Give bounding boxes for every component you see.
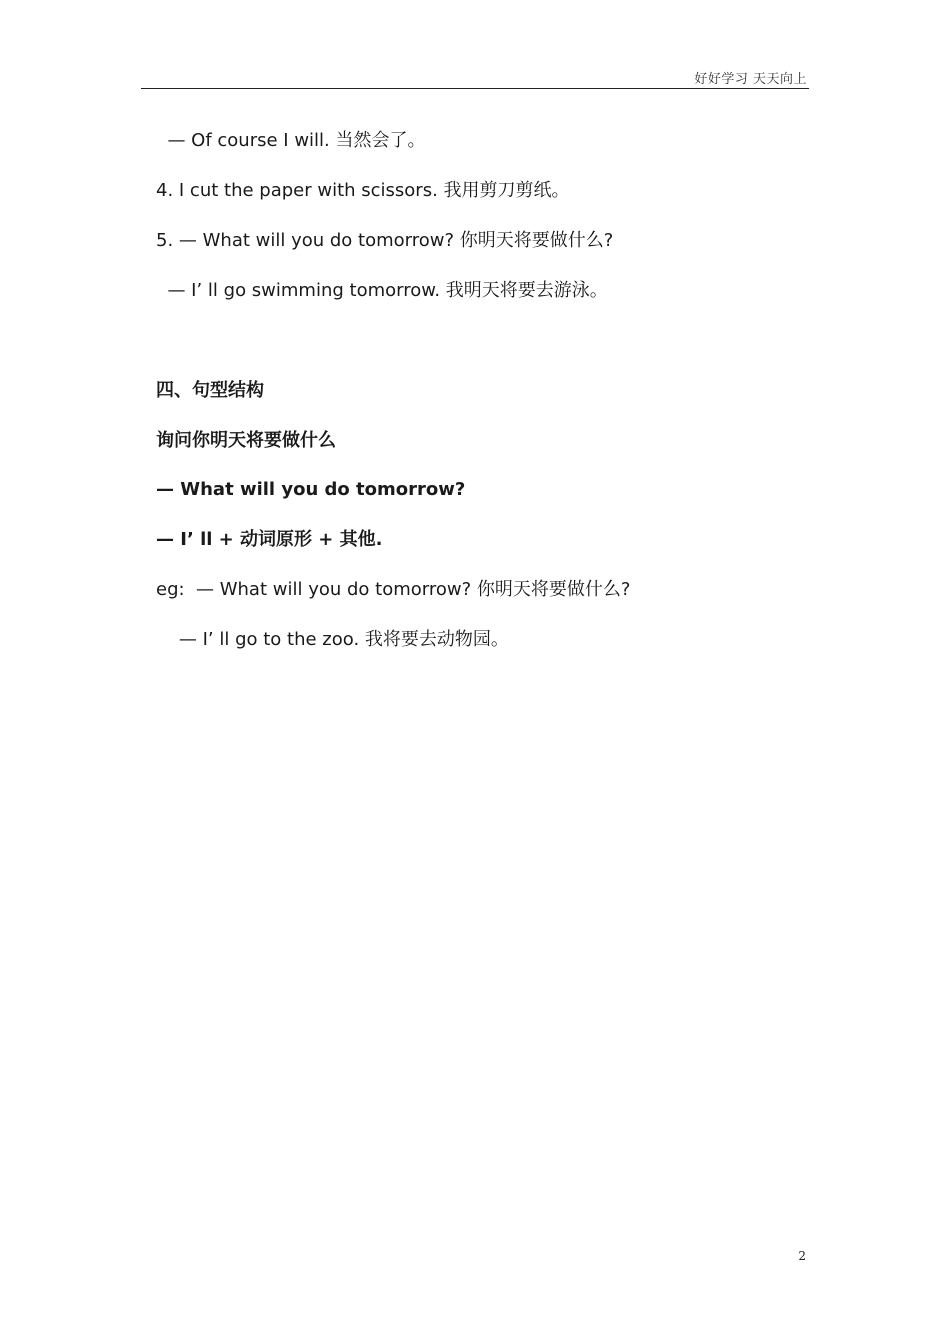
dialogue-answer-line: — Of course I will. 当然会了。 — [156, 130, 426, 151]
example-answer: — I’ ll go to the zoo. 我将要去动物园。 — [156, 629, 509, 650]
subsection-heading: 询问你明天将要做什么 — [156, 430, 336, 451]
running-header: 好好学习 天天向上 — [694, 72, 807, 87]
example-question: eg: — What will you do tomorrow? 你明天将要做什么? — [156, 579, 631, 600]
sentence-item-4: 4. I cut the paper with scissors. 我用剪刀剪纸。 — [156, 180, 570, 201]
pattern-question: — What will you do tomorrow? — [156, 479, 466, 500]
page-number: 2 — [798, 1249, 806, 1263]
sentence-item-5: 5. — What will you do tomorrow? 你明天将要做什么? — [156, 230, 614, 251]
sentence-item-5-answer: — I’ ll go swimming tomorrow. 我明天将要去游泳。 — [156, 280, 608, 301]
pattern-answer: — I’ ll + 动词原形 + 其他. — [156, 529, 383, 550]
section-heading: 四、句型结构 — [156, 380, 264, 401]
header-divider — [141, 88, 809, 89]
